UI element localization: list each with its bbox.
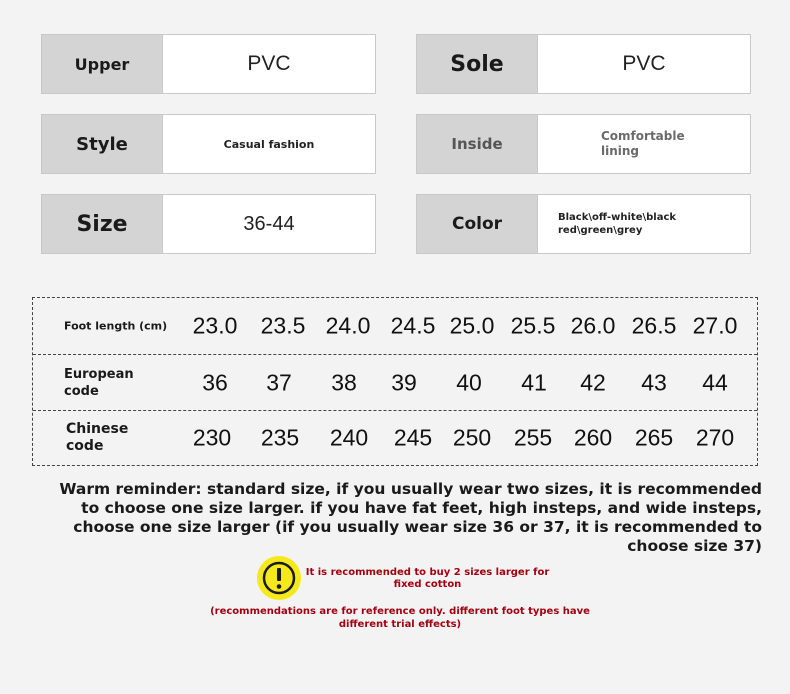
spec-inside	[416, 114, 751, 174]
size-cell: 23.0	[192, 312, 238, 339]
size-cell: 44	[702, 369, 728, 395]
size-cell: 41	[521, 369, 547, 395]
size-cell: 25.5	[510, 312, 556, 339]
spec-label: Upper	[42, 35, 162, 93]
warm-reminder: Warm reminder: standard size, if you usually wear two sizes, it is recommended to choose one size larger. if you have fat feet, high insteps, and wide insteps, choose one size larger (if you usually wear size 36 or 37, it is recommended to choose size 37)	[59, 480, 762, 555]
size-table	[32, 297, 758, 466]
size-cell: 42	[580, 369, 606, 395]
reference-note: (recommendations are for reference only. different foot types have different trial effects)	[210, 606, 590, 630]
size-cell: 265	[634, 424, 674, 451]
size-cell: 43	[641, 369, 667, 395]
spec-value: PVC	[162, 35, 375, 93]
spec-label: Style	[42, 115, 162, 173]
row-label: Chinese code	[66, 421, 129, 454]
size-cell: 38	[331, 369, 357, 395]
size-cell: 235	[260, 424, 300, 451]
spec-label: Sole	[417, 35, 537, 93]
size-cell: 270	[695, 424, 735, 451]
size-cell: 40	[456, 369, 482, 395]
size-row-european	[33, 354, 757, 410]
exclamation-circle-icon	[257, 556, 301, 600]
spec-label: Inside	[417, 115, 537, 173]
size-cell: 245	[393, 424, 433, 451]
spec-value: Black\off-white\black red\green\grey	[537, 195, 750, 253]
spec-color	[416, 194, 751, 254]
spec-size	[41, 194, 376, 254]
spec-value: Comfortable lining	[537, 115, 750, 173]
size-cell: 260	[573, 424, 613, 451]
size-cell: 230	[192, 424, 232, 451]
spec-value: 36-44	[162, 195, 375, 253]
size-cell: 240	[329, 424, 369, 451]
size-cell: 26.5	[631, 312, 677, 339]
row-label: Foot length (cm)	[64, 319, 168, 333]
size-cell: 250	[452, 424, 492, 451]
spec-style	[41, 114, 376, 174]
spec-value: PVC	[537, 35, 750, 93]
size-cell: 26.0	[570, 312, 616, 339]
size-cell: 27.0	[692, 312, 738, 339]
size-cell: 36	[202, 369, 228, 395]
warning-text: It is recommended to buy 2 sizes larger for fixed cotton	[305, 567, 550, 590]
size-cell: 23.5	[260, 312, 306, 339]
size-cell: 255	[513, 424, 553, 451]
size-cell: 24.5	[390, 312, 436, 339]
spec-label: Size	[42, 195, 162, 253]
size-cell: 37	[266, 369, 292, 395]
spec-label: Color	[417, 195, 537, 253]
size-row-foot-length	[33, 298, 757, 354]
size-row-chinese	[33, 410, 757, 465]
size-cell: 24.0	[325, 312, 371, 339]
spec-sole	[416, 34, 751, 94]
row-label: European code	[64, 366, 134, 399]
spec-upper	[41, 34, 376, 94]
size-cell: 25.0	[449, 312, 495, 339]
size-cell: 39	[391, 369, 417, 395]
spec-value: Casual fashion	[162, 115, 375, 173]
